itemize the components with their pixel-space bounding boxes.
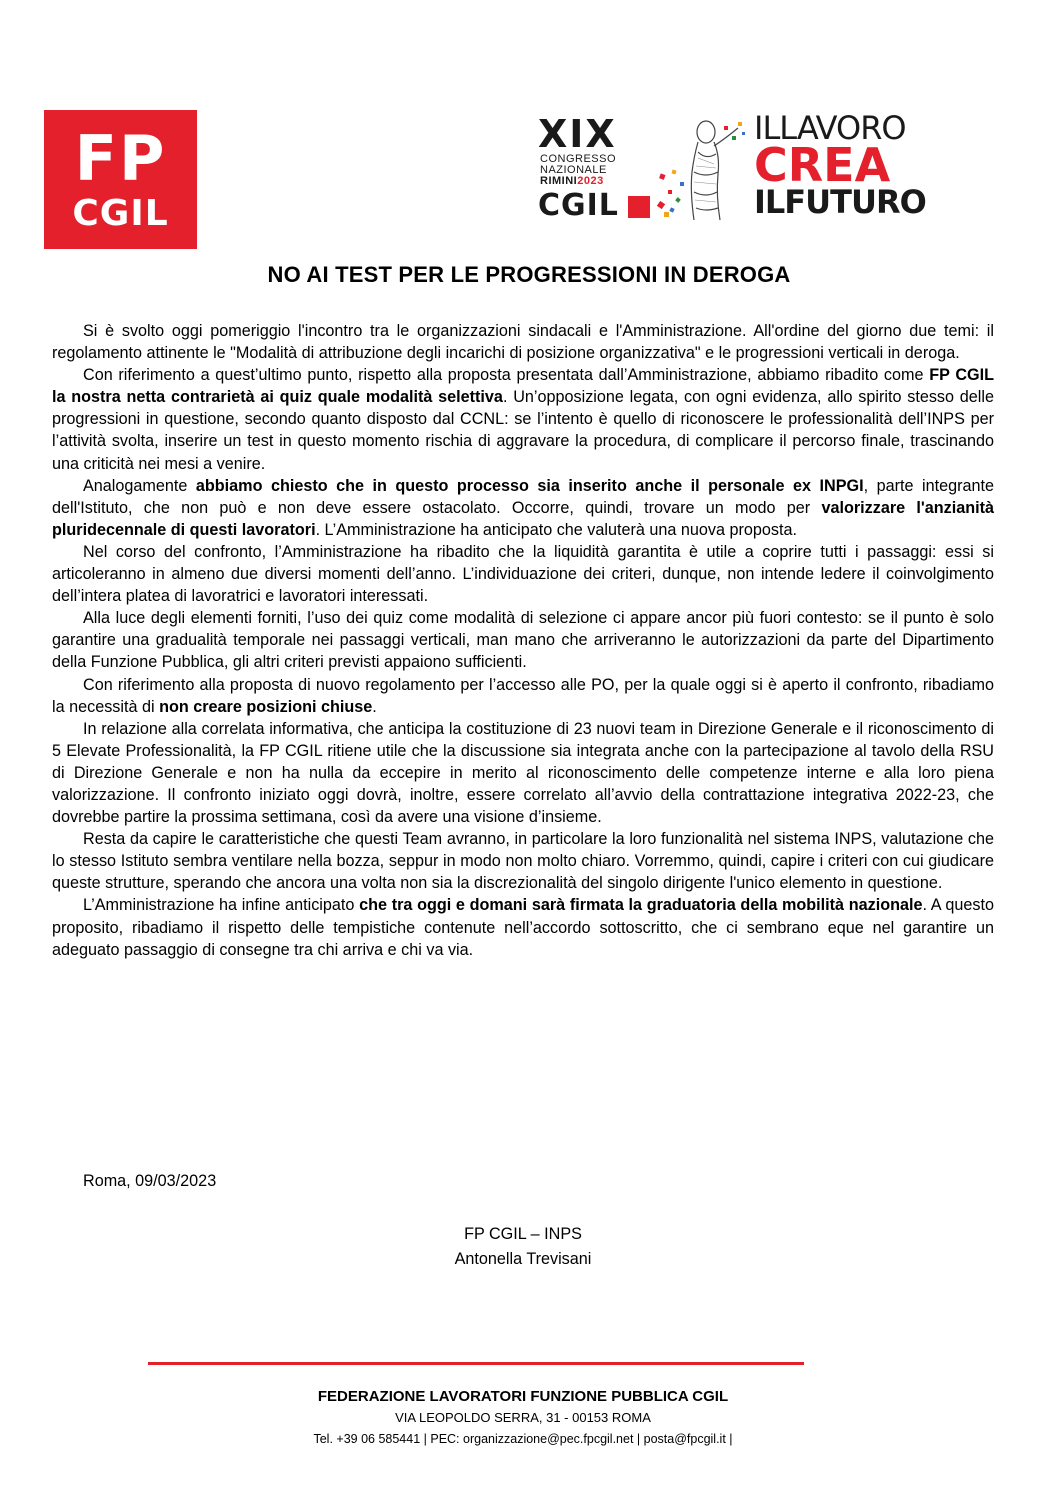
footer-contacts: Tel. +39 06 585441 | PEC: organizzazione@pec.fpcgil.net | posta@fpcgil.it |: [313, 1432, 733, 1446]
paragraph-4: Nel corso del confronto, l’Amministrazione ha ribadito che la liquidità garantita è utile a coprire tutti i passaggi: essi si articoleranno in almeno due diversi momenti dell’anno. L’individuazione dei criteri, dunque, non intende ledere il coinvolgimento dell’intera platea di lavoratrici e lavoratori interessati.: [52, 542, 994, 606]
paragraph-3-text-c: , parte integrante dell'Istituto, che non può e non deve essere ostacolato. Occorre, quindi, trovare un modo per: [52, 476, 994, 517]
paragraph-2-bold: FP CGIL la nostra netta contrarietà ai quiz quale modalità selettiva: [52, 366, 994, 407]
paragraph-3-text-a: Analogamente: [83, 476, 196, 495]
slogan-line1: ILLAVORO: [754, 109, 906, 147]
paragraph-3: [52, 475, 994, 541]
slogan-line3: ILFUTURO: [754, 183, 926, 221]
congress-lines: [540, 154, 616, 187]
paragraph-2-text-c: . Un’opposizione legata, con ogni evidenza, allo spirito stesso delle progressioni in questione, secondo quanto disposto dal CCNL: se l’intento è quello di riconoscere le professionalità dell’INPS per l’attività svolta, inserire un test in questo momento rischia di aggravare la procedura, di complicare il percorso finale, trascinando una criticità nei mesi a venire.: [52, 388, 994, 473]
paragraph-9: [52, 894, 994, 960]
fp-cgil-logo: [44, 110, 197, 249]
signature-name: Antonella Trevisani: [454, 1250, 592, 1268]
slogan-line2: CREA: [754, 138, 891, 192]
paragraph-3-bold-1: abbiamo chiesto che in questo processo sia inserito anche il personale ex INPGI: [195, 476, 864, 495]
congress-figure-illustration: [654, 112, 750, 222]
paragraph-3-text-e: . L’Amministrazione ha anticipato che valuterà una nuova proposta.: [315, 520, 797, 539]
paragraph-6-text-a: Con riferimento alla proposta di nuovo regolamento per l’accesso alle PO, per la quale oggi si è aperto il confronto, ribadiamo la necessità di: [52, 675, 994, 716]
footer: [0, 1387, 1046, 1449]
paragraph-2-text-a: Con riferimento a quest’ultimo punto, rispetto alla proposta presentata dall’Amministrazione, abbiamo ribadito come: [83, 366, 930, 385]
congress-line3: [540, 176, 616, 187]
paragraph-6-text-c: .: [372, 697, 377, 716]
paragraph-6: [52, 674, 994, 718]
congress-red-square: [628, 196, 650, 218]
document-body: [52, 320, 994, 961]
footer-divider: [148, 1362, 804, 1365]
congress-line2: NAZIONALE: [540, 164, 607, 176]
paragraph-9-text-a: L’Amministrazione ha infine anticipato: [83, 896, 360, 915]
paragraph-2: [52, 364, 994, 474]
congress-year: 2023: [577, 175, 604, 187]
paragraph-3-bold-2: valorizzare l'anzianità pluridecennale di questi lavoratori: [52, 498, 994, 539]
congress-line1: CONGRESSO: [540, 153, 617, 165]
congress-numeral: XIX: [538, 112, 617, 156]
signature-block: [0, 1222, 1046, 1272]
paragraph-9-bold: che tra oggi e domani sarà firmata la graduatoria della mobilità nazionale: [359, 896, 923, 915]
paragraph-1: Si è svolto oggi pomeriggio l'incontro tra le organizzazioni sindacali e l'Amministrazione. All'ordine del giorno due temi: il regolamento attinente le "Modalità di attribuzione degli incarichi di posizione organizzativa" e le progressioni verticali in deroga.: [52, 322, 994, 363]
footer-org-name: FEDERAZIONE LAVORATORI FUNZIONE PUBBLICA CGIL: [317, 1388, 729, 1405]
congress-slogan: [754, 109, 926, 221]
logo-fp-text: FP: [74, 121, 167, 195]
paragraph-6-bold: non creare posizioni chiuse: [159, 697, 373, 716]
paragraph-5: Alla luce degli elementi forniti, l’uso dei quiz come modalità di selezione ci appare ancor più fuori contesto: se il punto è solo garantire una gradualità temporale nei passaggi verticali, man mano che arriveranno le autorizzazioni da parte del Dipartimento della Funzione Pubblica, gli altri criteri previsti appaiono sufficienti.: [52, 609, 994, 672]
document-date: Roma, 09/03/2023: [83, 1172, 217, 1190]
logo-cgil-text: CGIL: [72, 192, 169, 234]
paragraph-9-text-c: . A questo proposito, ribadiamo il rispetto delle tempistiche contenute nell’accordo sottoscritto, che ci sembrano eque nel garantire un adeguato passaggio di consegne tra chi arriva e chi va via.: [52, 896, 994, 959]
congress-org: CGIL: [538, 188, 619, 223]
congress-logo: [536, 109, 936, 224]
paragraph-8: Resta da capire le caratteristiche che questi Team avranno, in particolare la loro funzionalità nel sistema INPS, valutazione che lo stesso Istituto sembra ventilare nella bozza, seppur in modo non molto chiaro. Vorremmo, quindi, capire i criteri con cui giudicare queste strutture, sperando che ancora una volta non sia la discrezionalità del singolo dirigente l'unico elemento in questione.: [52, 830, 994, 893]
paragraph-7: In relazione alla correlata informativa, che anticipa la costituzione di 23 nuovi team in Direzione Generale e il riconoscimento di 5 Elevate Professionalità, la FP CGIL ritiene utile che la discussione sia integrata anche con la partecipazione al tavolo della RSU di Direzione Generale e non ha nulla da eccepire in merito al riconoscimento delle competenze interne e alla loro piena valorizzazione. Il confronto iniziato oggi dovrà, inoltre, essere correlato all’avvio della contrattazione integrativa 2022-23, che dovrebbe partire la prossima settimana, così da avere una visione d’insieme.: [52, 719, 994, 827]
document-title: NO AI TEST PER LE PROGRESSIONI IN DEROGA: [267, 262, 791, 287]
congress-city: RIMINI: [540, 175, 578, 187]
footer-address: VIA LEOPOLDO SERRA, 31 - 00153 ROMA: [395, 1410, 651, 1425]
signature-org: FP CGIL – INPS: [464, 1225, 582, 1243]
